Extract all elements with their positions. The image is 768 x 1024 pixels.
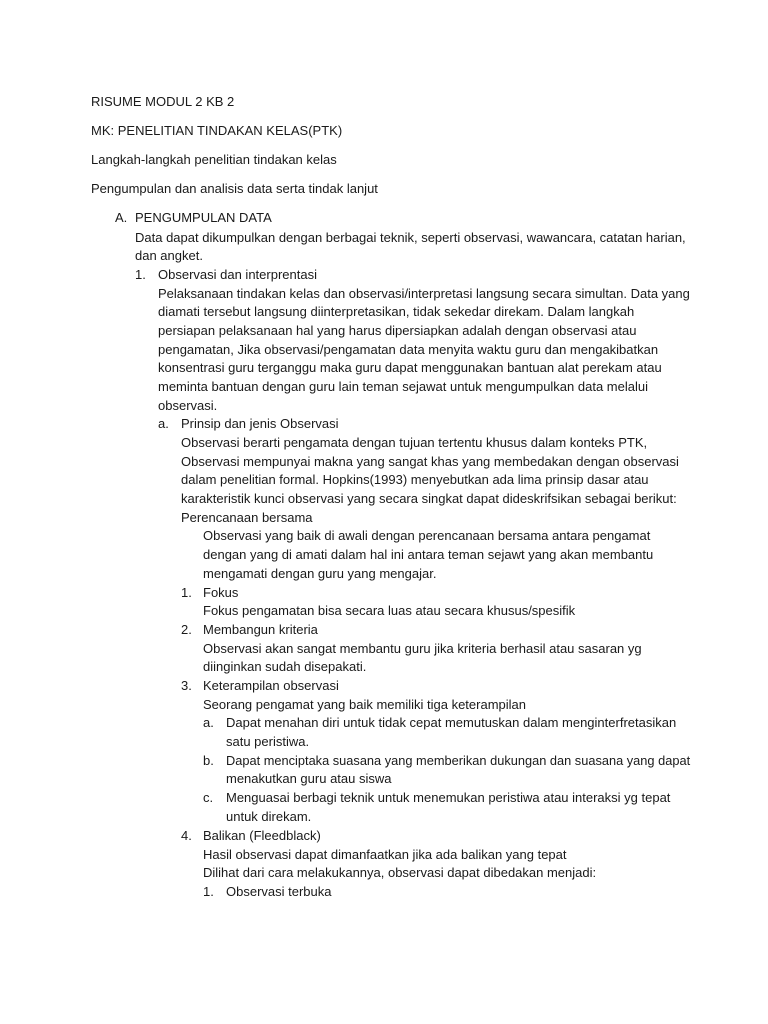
paragraph-line: menakutkan guru atau siswa [226, 771, 392, 786]
list-marker: a. [158, 416, 169, 431]
sub-marker: a. [203, 715, 214, 730]
paragraph-line: Observasi terbuka [226, 884, 332, 899]
paragraph-line: dengan yang di amati dalam hal ini antara teman sejawt yang akan membantu [203, 547, 654, 562]
paragraph-line: Observasi akan sangat membantu guru jika kriteria berhasil atau sasaran yg [203, 641, 642, 656]
paragraph-line: konsentrasi guru terganggu maka guru dapat menggunakan bantuan alat perekam atau [158, 360, 662, 375]
course-name: MK: PENELITIAN TINDAKAN KELAS(PTK) [91, 123, 343, 138]
sub-marker: 1. [203, 884, 214, 899]
paragraph-line: Dapat menahan diri untuk tidak cepat memutuskan dalam menginterfretasikan [226, 715, 677, 730]
list-heading: Observasi dan interprentasi [158, 267, 317, 282]
list-heading: Balikan (Fleedblack) [203, 828, 321, 843]
list-heading: Keterampilan observasi [203, 678, 339, 693]
paragraph-line: diamati tersebut langsung diinterpretasikan, tidak sekedar direkam. Dalam langkah [158, 304, 635, 319]
paragraph-line: diinginkan sudah disepakati. [203, 659, 367, 674]
paragraph-line: satu peristiwa. [226, 734, 310, 749]
document-title: RISUME MODUL 2 KB 2 [91, 94, 235, 109]
paragraph-line: Perencanaan bersama [181, 510, 313, 525]
list-marker: 3. [181, 678, 192, 693]
paragraph-line: Menguasai berbagi teknik untuk menemukan peristiwa atau interaksi yg tepat [226, 790, 671, 805]
paragraph-line: Observasi mempunyai makna yang sangat khas yang membedakan dengan observasi [181, 454, 679, 469]
paragraph-line: mengamati dengan guru yang mengajar. [203, 566, 437, 581]
paragraph-line: dalam penelitian formal. Hopkins(1993) menyebutkan ada lima prinsip dasar atau [181, 472, 649, 487]
list-heading: Fokus [203, 585, 239, 600]
sub-marker: b. [203, 753, 214, 768]
paragraph-line: Dilihat dari cara melakukannya, observasi dapat dibedakan menjadi: [203, 865, 597, 880]
paragraph-line: observasi. [158, 398, 218, 413]
paragraph-line: untuk direkam. [226, 809, 312, 824]
paragraph-line: Seorang pengamat yang baik memiliki tiga keterampilan [203, 697, 527, 712]
list-heading: Prinsip dan jenis Observasi [181, 416, 339, 431]
paragraph-line: Hasil observasi dapat dimanfaatkan jika ada balikan yang tepat [203, 847, 567, 862]
paragraph-line: Fokus pengamatan bisa secara luas atau secara khusus/spesifik [203, 603, 576, 618]
paragraph-line: Observasi yang baik di awali dengan perencanaan bersama antara pengamat [203, 528, 651, 543]
list-marker: 1. [135, 267, 146, 282]
section-marker: A. [115, 210, 128, 225]
list-marker: 1. [181, 585, 192, 600]
paragraph-line: Observasi berarti pengamata dengan tujuan tertentu khusus dalam konteks PTK, [181, 435, 648, 450]
sub-marker: c. [203, 790, 214, 805]
subtitle-steps: Langkah-langkah penelitian tindakan kelas [91, 152, 337, 167]
paragraph-line: meminta bantuan dengan guru lain teman sejawat untuk mengumpulkan data melalui [158, 379, 648, 394]
paragraph-line: dan angket. [135, 248, 203, 263]
paragraph-line: pengamatan, Jika observasi/pengamatan data menyita waktu guru dan mengakibatkan [158, 342, 659, 357]
paragraph-line: Dapat menciptaka suasana yang memberikan dukungan dan suasana yang dapat [226, 753, 691, 768]
paragraph-line: Pelaksanaan tindakan kelas dan observasi/interpretasi langsung secara simultan. Data yang [158, 286, 690, 301]
paragraph-line: Data dapat dikumpulkan dengan berbagai teknik, seperti observasi, wawancara, catatan harian, [135, 230, 686, 245]
subtitle-data: Pengumpulan dan analisis data serta tindak lanjut [91, 181, 378, 196]
list-marker: 4. [181, 828, 192, 843]
list-marker: 2. [181, 622, 192, 637]
section-heading: PENGUMPULAN DATA [135, 210, 272, 225]
list-heading: Membangun kriteria [203, 622, 318, 637]
paragraph-line: persiapan pelaksanaan hal yang harus dipersiapkan adalah dengan observasi atau [158, 323, 637, 338]
paragraph-line: karakteristik kunci observasi yang secara singkat dapat dideskrifsikan sebagai berikut: [181, 491, 677, 506]
